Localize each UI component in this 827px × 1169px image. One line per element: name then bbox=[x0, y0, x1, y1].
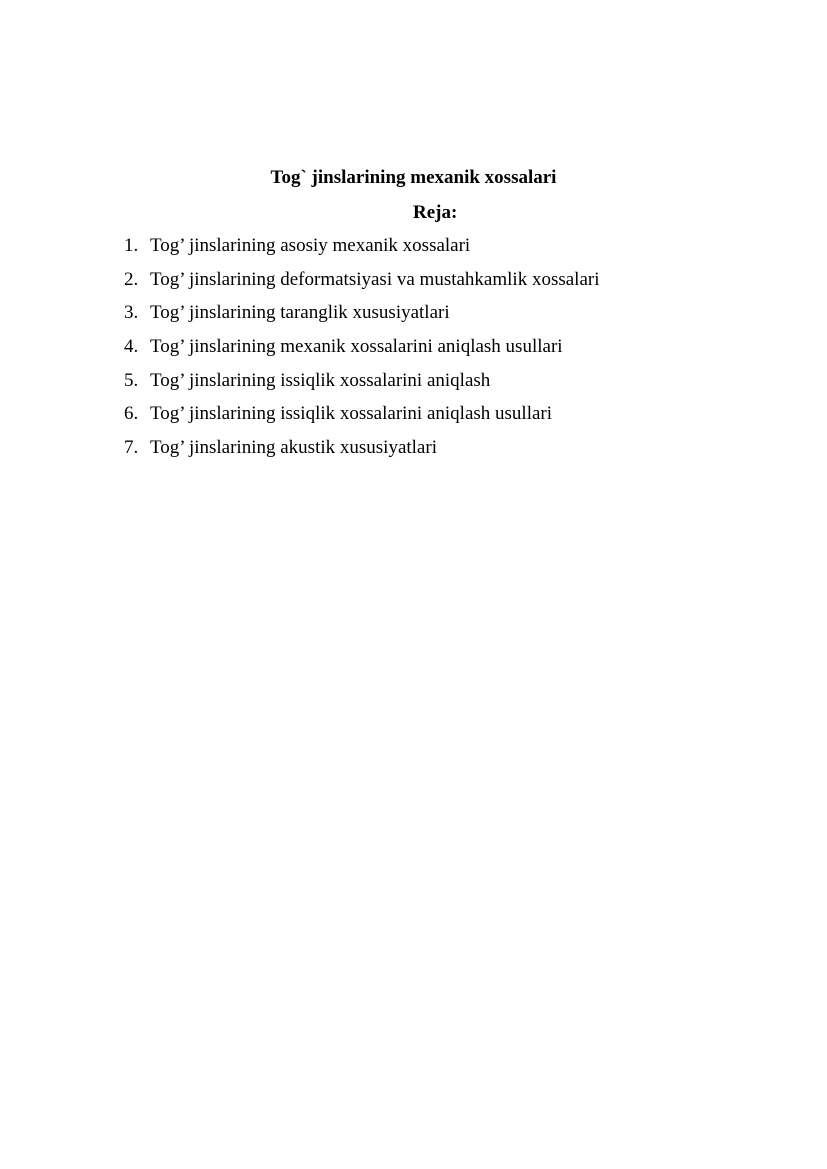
plan-item-number: 3. bbox=[124, 302, 139, 324]
plan-item-text: Tog’ jinslarining deformatsiyasi va mustahkamlik xossalari bbox=[150, 268, 600, 290]
plan-item-number: 2. bbox=[124, 268, 139, 290]
plan-item-text: Tog’ jinslarining issiqlik xossalarini aniqlash usullari bbox=[150, 403, 553, 425]
plan-heading: Reja: bbox=[413, 202, 458, 223]
plan-item-text: Tog’ jinslarining akustik xususiyatlari bbox=[150, 437, 437, 459]
plan-item-number: 5. bbox=[124, 369, 139, 391]
plan-item-number: 6. bbox=[124, 403, 139, 425]
plan-item-text: Tog’ jinslarining mexanik xossalarini aniqlash usullari bbox=[150, 336, 563, 358]
document-title: Tog` jinslarining mexanik xossalari bbox=[270, 167, 557, 188]
plan-item-number: 7. bbox=[124, 437, 139, 459]
plan-list bbox=[124, 234, 774, 470]
plan-item bbox=[124, 234, 774, 268]
plan-item-text: Tog’ jinslarining asosiy mexanik xossalari bbox=[150, 235, 471, 256]
plan-item-text: Tog’ jinslarining issiqlik xossalarini aniqlash bbox=[150, 369, 491, 391]
plan-item-number: 4. bbox=[124, 336, 139, 358]
plan-item bbox=[124, 402, 774, 436]
plan-item-text: Tog’ jinslarining taranglik xususiyatlari bbox=[150, 302, 450, 324]
plan-item bbox=[124, 369, 774, 403]
plan-item bbox=[124, 301, 774, 335]
plan-item-number: 1. bbox=[124, 235, 139, 256]
plan-item bbox=[124, 335, 774, 369]
plan-item bbox=[124, 268, 774, 302]
plan-item bbox=[124, 436, 774, 470]
